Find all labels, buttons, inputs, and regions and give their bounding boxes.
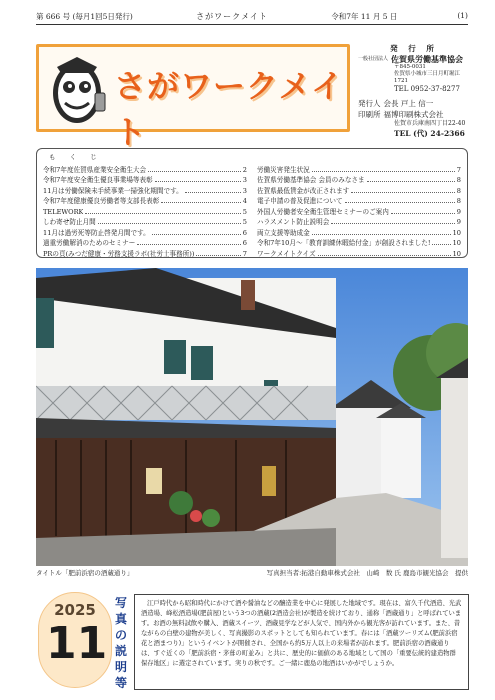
toc-item-page: 8 — [456, 176, 461, 184]
toc-item-title: しわ寄せ防止月間 — [43, 218, 96, 226]
toc-item[interactable] — [257, 205, 461, 216]
toc-item-page: 10 — [452, 239, 461, 247]
date-year: 2025 — [54, 601, 96, 619]
toc-item-page: 5 — [242, 218, 247, 226]
toc-item-title: PRの頁(みつだ健康・労務支援ラボ(社労士事務所)) — [43, 249, 195, 258]
date-month: 11 — [46, 618, 108, 669]
toc-leader-dots — [345, 202, 455, 203]
toc-item-page: 7 — [456, 165, 461, 174]
toc-item-page: 6 — [242, 239, 247, 247]
toc-leader-dots — [331, 223, 454, 224]
toc-item-page: 10 — [452, 228, 461, 237]
toc-item-page: 10 — [452, 249, 461, 258]
toc-item[interactable] — [257, 237, 461, 248]
photo-caption-credit: 写真担当者:拓港自動車株式会社 山崎 数 氏 鹿島市観光協会 提供 — [266, 569, 468, 577]
toc-leader-dots — [312, 234, 451, 235]
toc-item-title: 両立支援等助成金 — [257, 228, 310, 237]
cover-photo — [36, 268, 468, 566]
toc-item-title: 過重労働解消のためのセミナー — [43, 239, 136, 247]
masthead-line — [36, 11, 468, 25]
toc-leader-dots — [98, 223, 241, 224]
toc-item[interactable] — [257, 216, 461, 227]
page-number: (1) — [457, 11, 468, 20]
toc-leader-dots — [312, 171, 455, 172]
toc-item-title: 外国人労働者安全衛生管理セミナーのご案内 — [257, 207, 389, 216]
toc-leader-dots — [391, 213, 455, 214]
toc-item-title: 令和7年度佐賀県産業安全衛生大会 — [43, 165, 147, 174]
toc-item[interactable] — [43, 174, 247, 185]
toc-leader-dots — [137, 244, 240, 245]
toc-leader-dots — [155, 181, 241, 182]
toc-item-page: 3 — [242, 176, 247, 184]
printer-tel: TEL (代) 24-2366 — [394, 129, 465, 138]
toc-item-title: ハラスメント防止説明会 — [257, 218, 330, 226]
toc-item[interactable] — [257, 226, 461, 237]
toc-item-title: TELEWORK — [43, 207, 84, 216]
logo-title: さがワークメイト — [114, 67, 345, 151]
publisher-info — [358, 44, 470, 139]
toc-item-title: 電子申請の普及促進について — [257, 197, 343, 205]
toc-heading: も く じ — [49, 153, 103, 161]
toc-item-title: 佐賀県労働基準協会 会員のみなさま — [257, 176, 365, 184]
toc-right-column — [257, 163, 461, 258]
toc-item-title: 令和7年10月～「教育訓練休暇給付金」が創設されました! — [257, 239, 431, 247]
toc-item-title: ワークメイトクイズ — [257, 249, 316, 258]
issue-date: 令和7年 11 月 5 日 — [331, 12, 398, 21]
toc-item-page: 4 — [242, 197, 247, 205]
publisher-name: 会長 戸上 信一 — [383, 99, 434, 108]
toc-leader-dots — [152, 234, 241, 235]
photo-description-label: 写真の説明等 — [114, 596, 127, 690]
printer-label: 印刷所 — [358, 110, 381, 119]
org-prefix: 一般社団法人 — [358, 56, 389, 62]
toc-leader-dots — [318, 255, 451, 256]
toc-item-title: 佐賀県最低賃金が改正されます — [257, 186, 350, 195]
toc-item-title: 令和7年度健康優良労働者等支部長表彰 — [43, 197, 160, 205]
toc-item-page: 8 — [456, 186, 461, 195]
toc-item[interactable] — [43, 226, 247, 237]
toc-item-page: 9 — [456, 207, 461, 216]
toc-item[interactable] — [43, 205, 247, 216]
logo-banner — [36, 44, 350, 151]
toc-item[interactable] — [43, 237, 247, 248]
printer-address: 佐賀市兵庫南四丁目22-40 — [394, 120, 466, 127]
table-of-contents — [36, 148, 468, 258]
toc-item-page: 5 — [242, 207, 247, 216]
toc-item-page: 9 — [456, 218, 461, 226]
toc-item[interactable] — [43, 195, 247, 206]
toc-item-title: 11月は労働保険未手続事業一掃強化期間です。 — [43, 186, 183, 195]
toc-left-column — [43, 163, 247, 258]
toc-item-page: 7 — [242, 249, 247, 258]
toc-item-page: 2 — [242, 165, 247, 174]
toc-item-page: 6 — [242, 228, 247, 237]
toc-leader-dots — [432, 244, 450, 245]
toc-item[interactable] — [257, 247, 461, 258]
photo-caption-title: タイトル「肥前浜宿の酒蔵通り」 — [36, 569, 134, 577]
toc-leader-dots — [367, 181, 455, 182]
toc-leader-dots — [148, 171, 241, 172]
toc-item[interactable] — [43, 184, 247, 195]
toc-item[interactable] — [43, 216, 247, 227]
sake-street-photo — [36, 268, 468, 566]
toc-leader-dots — [85, 213, 240, 214]
publisher-heading: 発 行 所 — [390, 44, 438, 53]
toc-item-page: 8 — [456, 197, 461, 205]
toc-leader-dots — [351, 192, 454, 193]
toc-leader-dots — [196, 255, 240, 256]
issue-number: 第 666 号 (毎月1回5日発行) — [36, 12, 133, 21]
toc-item[interactable] — [43, 163, 247, 174]
toc-item[interactable] — [257, 195, 461, 206]
postal-code: 〒845-0031 — [394, 64, 426, 70]
publisher-label: 発行人 — [358, 99, 381, 108]
toc-item[interactable] — [257, 174, 461, 185]
masthead-title: さがワークメイト — [196, 12, 268, 21]
toc-leader-dots — [185, 192, 241, 193]
org-tel: TEL 0952-37-8277 — [394, 85, 460, 93]
toc-item-title: 労働災害発生状況 — [257, 165, 310, 174]
photo-description: 江戸時代から昭和時代にかけて酒や醤油などの醸造業を中心に発展した地域です。現在は、富久千代酒造、光武酒造場、峰松酒造場(肥前屋)という3つの酒蔵(2酒造会社)が製造を続けており、通称「酒蔵通り」と呼ばれています。お酒の無料試飲や購入、酒蔵スイーツ、酒蔵見学などが人気で、国内外から観光客が訪れています。また、昔ながらの白壁の建物が美しく、写真撮影のスポットとしても知られています。春には「酒蔵ツーリズム(肥前浜宿花と酒まつり)」というイベントが開催され、全国から約5万人以上の来場者が訪れます。肥前浜宿の酒蔵通りは、すぐ近くの「肥前浜宿・茅葺の町並み」と共に、歴史的に価値のある地域として国の「重要伝統的建造物群保存地区」に選定されています。実りの秋です。ご一緒に鹿島の地酒はいかがでしょうか。 — [134, 594, 469, 690]
toc-item[interactable] — [257, 184, 461, 195]
org-name: 佐賀県労働基準協会 — [391, 54, 464, 64]
toc-item-title: 令和7年度安全衛生優良事業場等表彰 — [43, 176, 153, 184]
org-address: 佐賀県小城市三日月町堀江1721 — [394, 71, 461, 84]
toc-item-page: 3 — [242, 186, 247, 195]
mascot-icon — [47, 53, 109, 127]
masthead-date-group — [331, 11, 468, 22]
toc-item[interactable] — [257, 163, 461, 174]
printer-name: 福博印刷株式会社 — [383, 110, 444, 119]
toc-leader-dots — [161, 202, 241, 203]
toc-item-title: 11月は過労死等防止啓発月間です。 — [43, 228, 150, 237]
toc-item[interactable] — [43, 247, 247, 258]
